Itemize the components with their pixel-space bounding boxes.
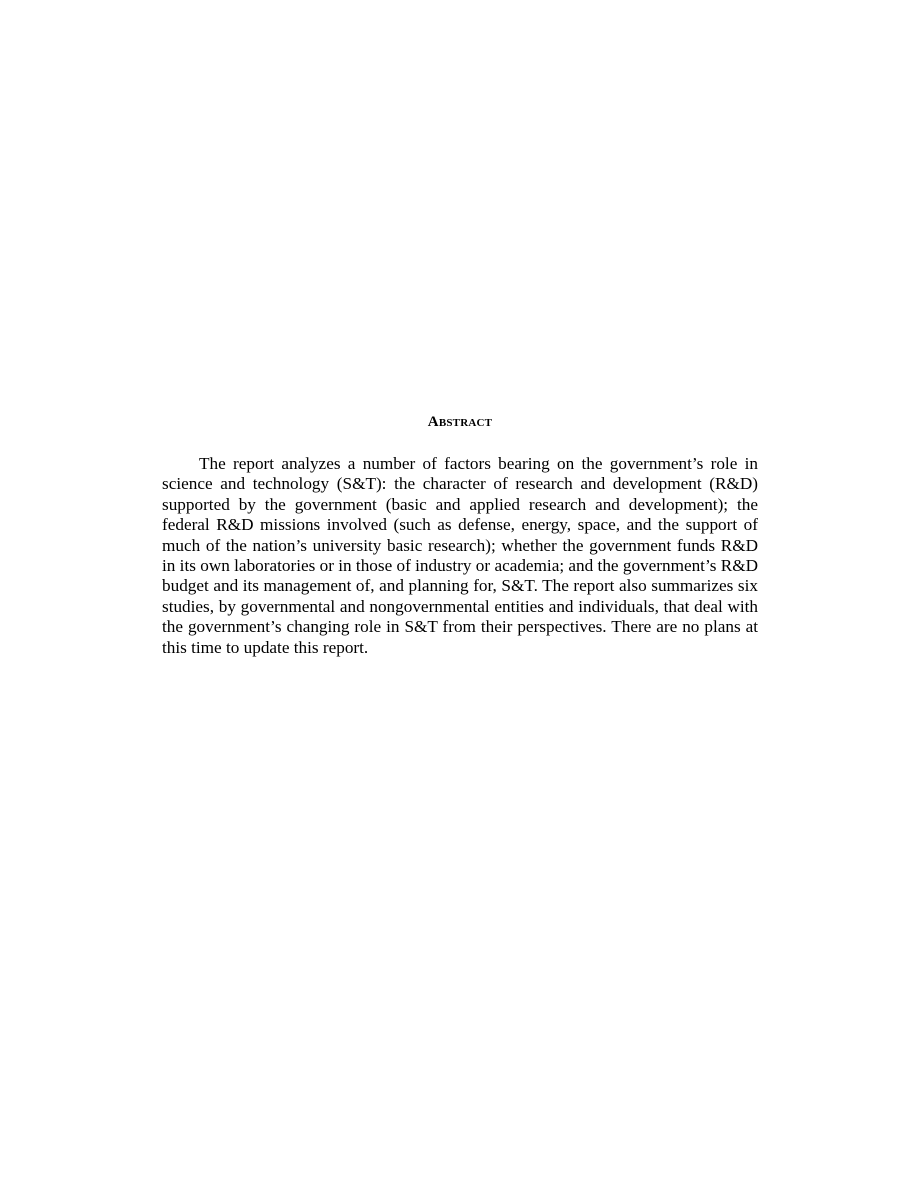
abstract-paragraph: The report analyzes a number of factors bearing on the government’s role in science and technology (S&T): the character of research and development (R&D) supported by the government (basic and applied research and development); the federal R&D missions involved (such as defense, energy, space, and the support of much of the nation’s university basic research); whether the government funds R&D in its own laboratories or in those of industry or academia; and the government’s R&D budget and its management of, and planning for, S&T. The report also summarizes six studies, by governmental and nongovernmental entities and individuals, that deal with the government’s changing role in S&T from their perspectives. There are no plans at this time to update this report. [162, 454, 758, 657]
abstract-heading: Abstract [427, 414, 493, 430]
